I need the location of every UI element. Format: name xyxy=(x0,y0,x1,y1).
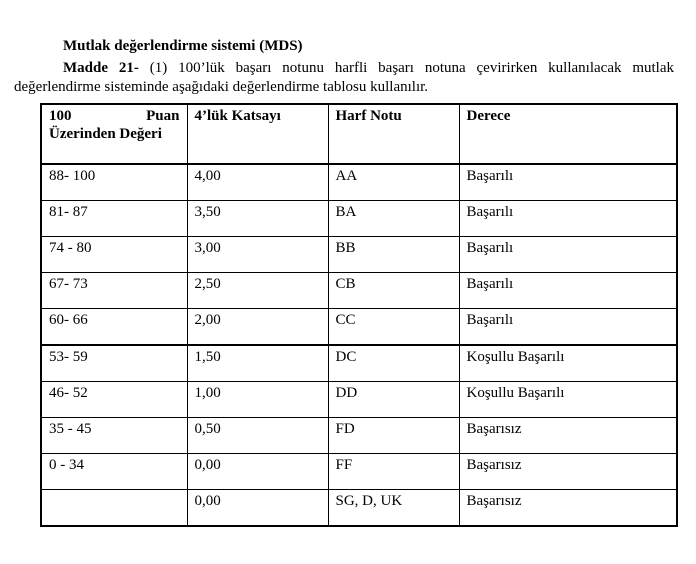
article-line-1 xyxy=(14,59,674,78)
cell-score: 67- 73 xyxy=(41,273,187,309)
header-score-part-2: Puan xyxy=(146,108,180,124)
cell-letter: CB xyxy=(328,273,459,309)
cell-degree: Koşullu Başarılı xyxy=(459,382,677,418)
grading-table xyxy=(40,103,678,527)
cell-coefficient: 3,50 xyxy=(187,201,328,237)
cell-coefficient: 3,00 xyxy=(187,237,328,273)
cell-letter: BA xyxy=(328,201,459,237)
cell-coefficient: 0,00 xyxy=(187,454,328,490)
cell-letter: SG, D, UK xyxy=(328,490,459,527)
section-title: Mutlak değerlendirme sistemi (MDS) xyxy=(63,38,303,54)
cell-degree: Başarılı xyxy=(459,273,677,309)
cell-letter: BB xyxy=(328,237,459,273)
cell-coefficient: 1,00 xyxy=(187,382,328,418)
cell-coefficient: 0,50 xyxy=(187,418,328,454)
cell-score: 60- 66 xyxy=(41,309,187,346)
cell-score: 81- 87 xyxy=(41,201,187,237)
table-row xyxy=(41,345,677,382)
table-row xyxy=(41,164,677,201)
table-row xyxy=(41,273,677,309)
cell-degree: Başarılı xyxy=(459,201,677,237)
cell-degree: Başarılı xyxy=(459,237,677,273)
cell-coefficient: 2,00 xyxy=(187,309,328,346)
table-row xyxy=(41,237,677,273)
cell-letter: DC xyxy=(328,345,459,382)
table-header-row xyxy=(41,104,677,164)
cell-score: 74 - 80 xyxy=(41,237,187,273)
article-text-line-2: değerlendirme sisteminde aşağıdaki değerlendirme tablosu kullanılır. xyxy=(14,79,429,95)
table-row xyxy=(41,418,677,454)
cell-letter: DD xyxy=(328,382,459,418)
cell-letter: AA xyxy=(328,164,459,201)
cell-coefficient: 2,50 xyxy=(187,273,328,309)
article-label: Madde 21- xyxy=(63,60,139,76)
article-paragraph xyxy=(14,59,674,97)
cell-degree: Başarılı xyxy=(459,309,677,346)
cell-score xyxy=(41,490,187,527)
cell-letter: CC xyxy=(328,309,459,346)
cell-coefficient: 1,50 xyxy=(187,345,328,382)
table-row xyxy=(41,454,677,490)
cell-letter: FF xyxy=(328,454,459,490)
cell-degree: Başarısız xyxy=(459,418,677,454)
table-row xyxy=(41,382,677,418)
cell-degree: Başarısız xyxy=(459,490,677,527)
table-row xyxy=(41,490,677,527)
cell-degree: Başarısız xyxy=(459,454,677,490)
cell-coefficient: 0,00 xyxy=(187,490,328,527)
header-letter-grade: Harf Notu xyxy=(328,104,459,164)
cell-score: 46- 52 xyxy=(41,382,187,418)
cell-degree: Başarılı xyxy=(459,164,677,201)
header-score-part-1: 100 xyxy=(49,108,72,124)
cell-score: 35 - 45 xyxy=(41,418,187,454)
header-coefficient: 4’lük Katsayı xyxy=(187,104,328,164)
cell-letter: FD xyxy=(328,418,459,454)
header-degree: Derece xyxy=(459,104,677,164)
cell-score: 0 - 34 xyxy=(41,454,187,490)
cell-coefficient: 4,00 xyxy=(187,164,328,201)
cell-score: 88- 100 xyxy=(41,164,187,201)
header-score-part-3: Üzerinden Değeri xyxy=(49,126,162,142)
cell-score: 53- 59 xyxy=(41,345,187,382)
table-row xyxy=(41,309,677,346)
header-score xyxy=(41,104,187,164)
cell-degree: Koşullu Başarılı xyxy=(459,345,677,382)
table-row xyxy=(41,201,677,237)
article-text-line-1: (1) 100’lük başarı notunu harfli başarı notuna çevirirken kullanılacak mutlak xyxy=(149,60,675,76)
